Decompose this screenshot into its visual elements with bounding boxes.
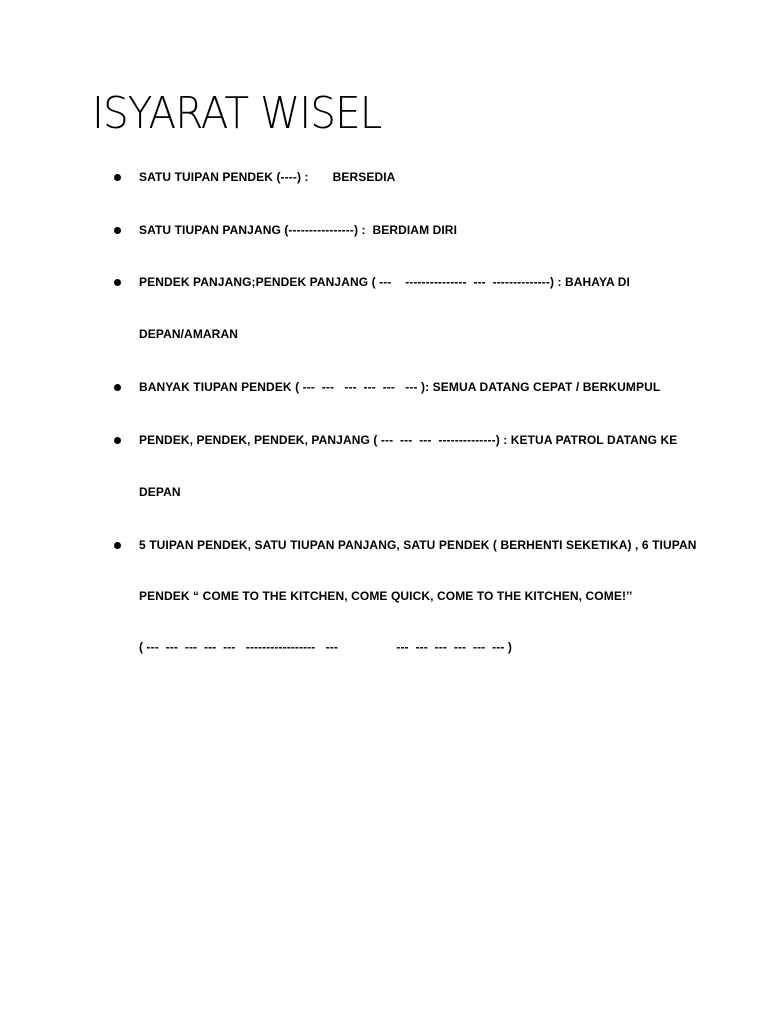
list-item-text: BANYAK TIUPAN PENDEK ( --- --- --- --- --- --- ): SEMUA DATANG CEPAT / BERKUMPUL	[139, 380, 661, 394]
list-item-text: 5 TUIPAN PENDEK, SATU TIUPAN PANJANG, SATU PENDEK ( BERHENTI SEKETIKA) , 6 TIUPAN	[139, 538, 697, 552]
list-item-text: SATU TIUPAN PANJANG (----------------) : BERDIAM DIRI	[139, 223, 457, 237]
bullet-icon	[114, 227, 121, 234]
list-item-text: PENDEK PANJANG;PENDEK PANJANG ( --- --------------- --- --------------) : BAHAYA DI	[139, 275, 630, 289]
list-item-text: SATU TUIPAN PENDEK (----) : BERSEDIA	[139, 170, 396, 184]
bullet-icon	[114, 437, 121, 444]
list-item-text-continued: PENDEK “ COME TO THE KITCHEN, COME QUICK, COME TO THE KITCHEN, COME!’’	[139, 589, 633, 603]
list-item-text-continued: ( --- --- --- --- --- ----------------- --- --- --- --- --- --- --- )	[139, 640, 512, 654]
bullet-icon	[114, 542, 121, 549]
bullet-icon	[114, 279, 121, 286]
page-title: ISYARAT WISEL	[92, 88, 382, 139]
list-item-text-continued: DEPAN/AMARAN	[139, 327, 238, 341]
list-item-text-continued: DEPAN	[139, 485, 181, 499]
bullet-icon	[114, 384, 121, 391]
bullet-icon	[114, 174, 121, 181]
list-item-text: PENDEK, PENDEK, PENDEK, PANJANG ( --- --- --- --------------) : KETUA PATROL DATANG KE	[139, 433, 678, 447]
